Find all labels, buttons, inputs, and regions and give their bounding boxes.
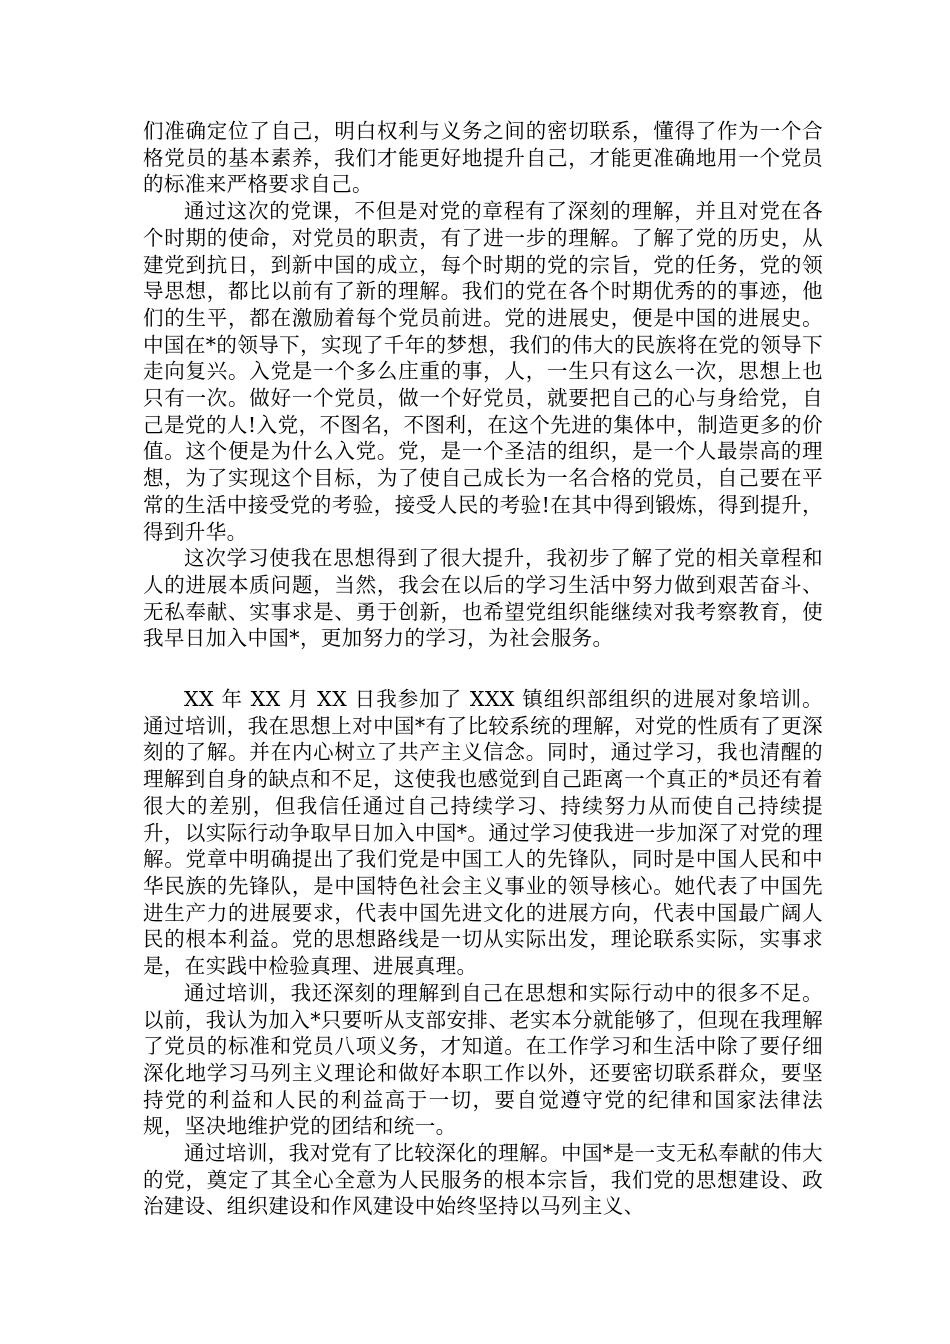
paragraph-training-understanding: 通过培训，我对党有了比较深化的理解。中国*是一支无私奉献的伟大的党，奠定了其全心全意为人民服务的根本宗旨，我们党的思想建设、政治建设、组织建设和作风建设中始终坚持以马列主义、 [143, 1141, 823, 1219]
document-body [143, 118, 823, 1220]
section-divider [143, 652, 823, 686]
paragraph-training-intro: XX 年 XX 月 XX 日我参加了 XXX 镇组织部组织的进展对象培训。通过培训，我在思想上对中国*有了比较系统的理解，对党的性质有了更深刻的了解。并在内心树立了共产主义信念。同时，通过学习，我也清醒的理解到自身的缺点和不足，这使我也感觉到自己距离一个真正的*员还有着很大的差别，但我信任通过自己持续学习、持续努力从而使自己持续提升，以实际行动争取早日加入中国*。通过学习使我进一步加深了对党的理解。党章中明确提出了我们党是中国工人的先锋队，同时是中国人民和中华民族的先锋队，是中国特色社会主义事业的领导核心。她代表了中国先进生产力的进展要求，代表中国先进文化的进展方向，代表中国最广阔人民的根本利益。党的思想路线是一切从实际出发，理论联系实际，实事求是，在实践中检验真理、进展真理。 [143, 687, 823, 979]
paragraph-training-shortcomings: 通过培训，我还深刻的理解到自己在思想和实际行动中的很多不足。以前，我认为加入*只要听从支部安排、老实本分就能够了，但现在我理解了党员的标准和党员八项义务，才知道。在工作学习和生活中除了要仔细深化地学习马列主义理论和做好本职工作以外，还要密切联系群众，要坚持党的利益和人民的利益高于一切，要自觉遵守党的纪律和国家法律法规，坚决地维护党的团结和统一。 [143, 980, 823, 1139]
paragraph-party-lesson: 通过这次的党课，不但是对党的章程有了深刻的理解，并且对党在各个时期的使命，对党员的职责，有了进一步的理解。了解了党的历史，从建党到抗日，到新中国的成立，每个时期的党的宗旨，党的任务，党的领导思想，都比以前有了新的理解。我们的党在各个时期优秀的的事迹，他们的生平，都在激励着每个党员前进。党的进展史，便是中国的进展史。中国在*的领导下，实现了千年的梦想，我们的伟大的民族将在党的领导下走向复兴。入党是一个多么庄重的事，人，一生只有这么一次，思想上也只有一次。做好一个党员，做一个好党员，就要把自己的心与身给党，自己是党的人!入党，不图名，不图利，在这个先进的集体中，制造更多的价值。这个便是为什么入党。党，是一个圣洁的组织，是一个人最崇高的理想，为了实现这个目标，为了使自己成长为一名合格的党员，自己要在平常的生活中接受党的考验，接受人民的考验!在其中得到锻炼，得到提升，得到升华。 [143, 199, 823, 544]
paragraph-study-improvement: 这次学习使我在思想得到了很大提升，我初步了解了党的相关章程和人的进展本质问题，当然，我会在以后的学习生活中努力做到艰苦奋斗、无私奉献、实事求是、勇于创新，也希望党组织能继续对我考察教育，使我早日加入中国*，更加努力的学习，为社会服务。 [143, 546, 823, 651]
paragraph-continuation: 们准确定位了自己，明白权利与义务之间的密切联系，懂得了作为一个合格党员的基本素养，我们才能更好地提升自己，才能更准确地用一个党员的标准来严格要求自己。 [143, 119, 823, 197]
